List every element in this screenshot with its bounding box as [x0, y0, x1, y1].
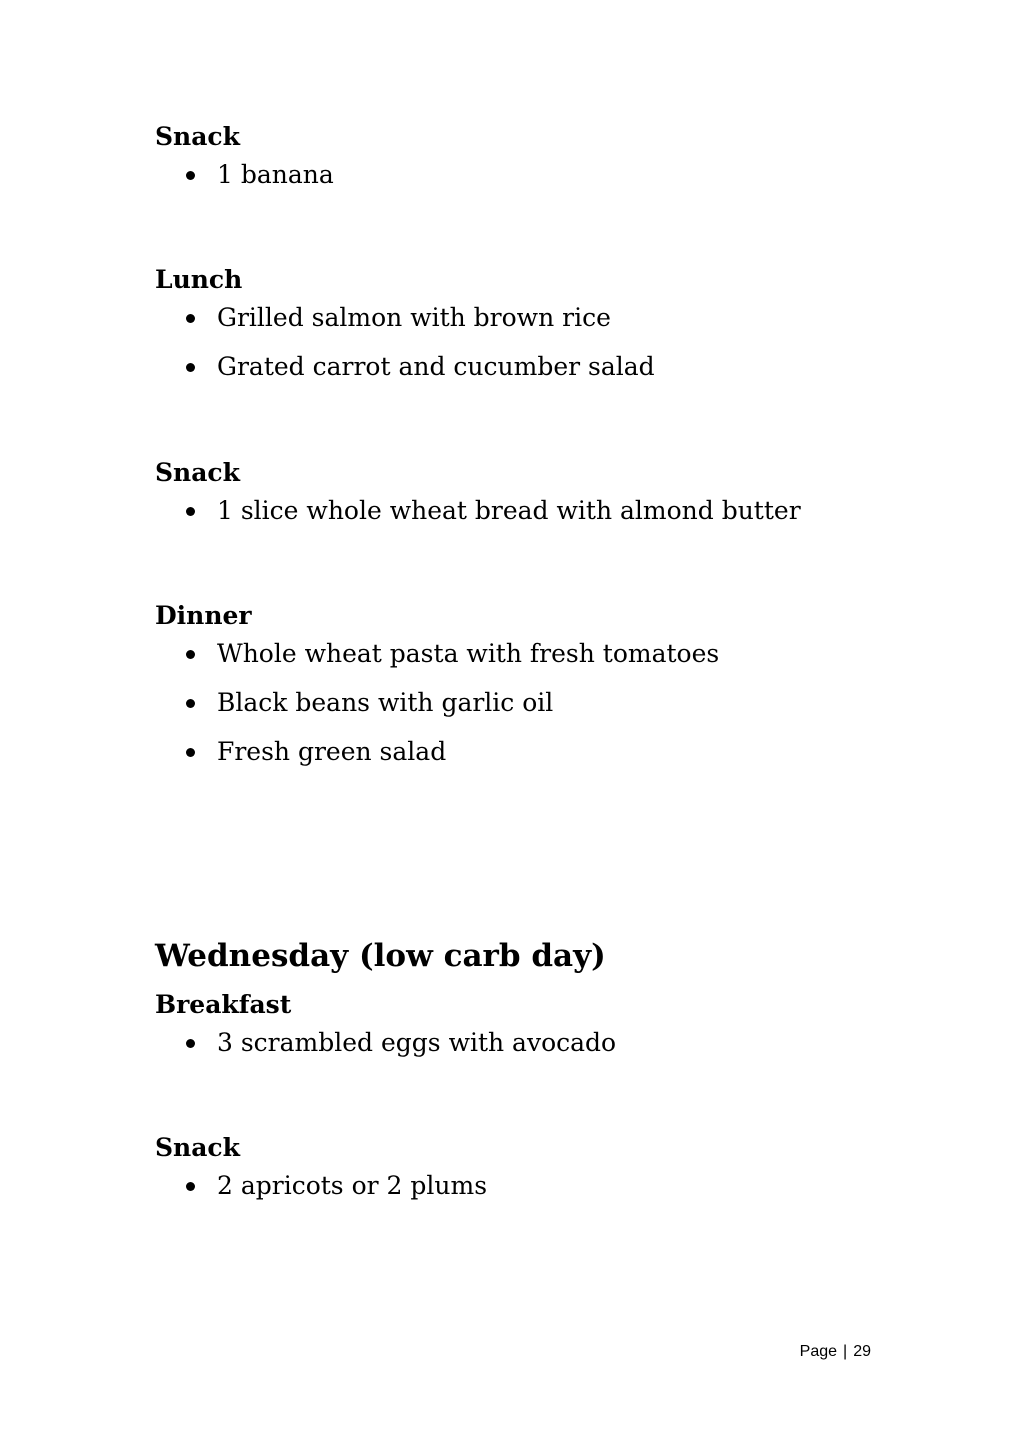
meal-heading-lunch: Lunch — [155, 265, 243, 294]
list-item — [155, 1023, 915, 1072]
bullet-icon — [186, 171, 195, 180]
list-item — [155, 683, 915, 732]
bullet-icon — [186, 748, 195, 757]
lunch-section — [155, 265, 915, 396]
meal-heading-dinner: Dinner — [155, 601, 252, 630]
page-footer — [800, 1341, 871, 1363]
list-item-text: Whole wheat pasta with fresh tomatoes — [217, 639, 720, 668]
list-item-text: Fresh green salad — [217, 737, 447, 766]
list-item-text: 2 apricots or 2 plums — [217, 1171, 488, 1200]
list-item — [155, 155, 915, 204]
breakfast-list — [155, 1023, 915, 1072]
page-number: 29 — [853, 1343, 871, 1360]
list-item — [155, 298, 915, 347]
bullet-icon — [186, 1182, 195, 1191]
snack-list — [155, 155, 915, 204]
meal-heading-snack: Snack — [155, 1133, 240, 1162]
bullet-icon — [186, 650, 195, 659]
list-item — [155, 634, 915, 683]
meal-heading-breakfast: Breakfast — [155, 990, 292, 1019]
day-heading: Wednesday (low carb day) — [155, 938, 606, 974]
meal-heading-snack: Snack — [155, 122, 240, 151]
list-item-text: Grated carrot and cucumber salad — [217, 352, 655, 381]
list-item — [155, 347, 915, 396]
meal-heading-snack: Snack — [155, 458, 240, 487]
bullet-icon — [186, 699, 195, 708]
wednesday-section — [155, 937, 915, 1072]
snack-section — [155, 122, 915, 204]
list-item — [155, 1166, 915, 1215]
snack-list — [155, 1166, 915, 1215]
snack-section — [155, 1133, 915, 1215]
snack-section — [155, 458, 915, 540]
lunch-list — [155, 298, 915, 396]
page-label: Page — [799, 1343, 838, 1360]
bullet-icon — [186, 507, 195, 516]
list-item-text: 1 slice whole wheat bread with almond butter — [217, 496, 801, 525]
bullet-icon — [186, 1039, 195, 1048]
bullet-icon — [186, 314, 195, 323]
dinner-section — [155, 601, 915, 781]
dinner-list — [155, 634, 915, 781]
list-item-text: 3 scrambled eggs with avocado — [217, 1028, 617, 1057]
list-item-text: 1 banana — [217, 160, 334, 189]
page-separator: | — [843, 1343, 848, 1360]
list-item — [155, 491, 915, 540]
list-item-text: Black beans with garlic oil — [217, 688, 554, 717]
list-item-text: Grilled salmon with brown rice — [217, 303, 611, 332]
snack-list — [155, 491, 915, 540]
bullet-icon — [186, 363, 195, 372]
list-item — [155, 732, 915, 781]
